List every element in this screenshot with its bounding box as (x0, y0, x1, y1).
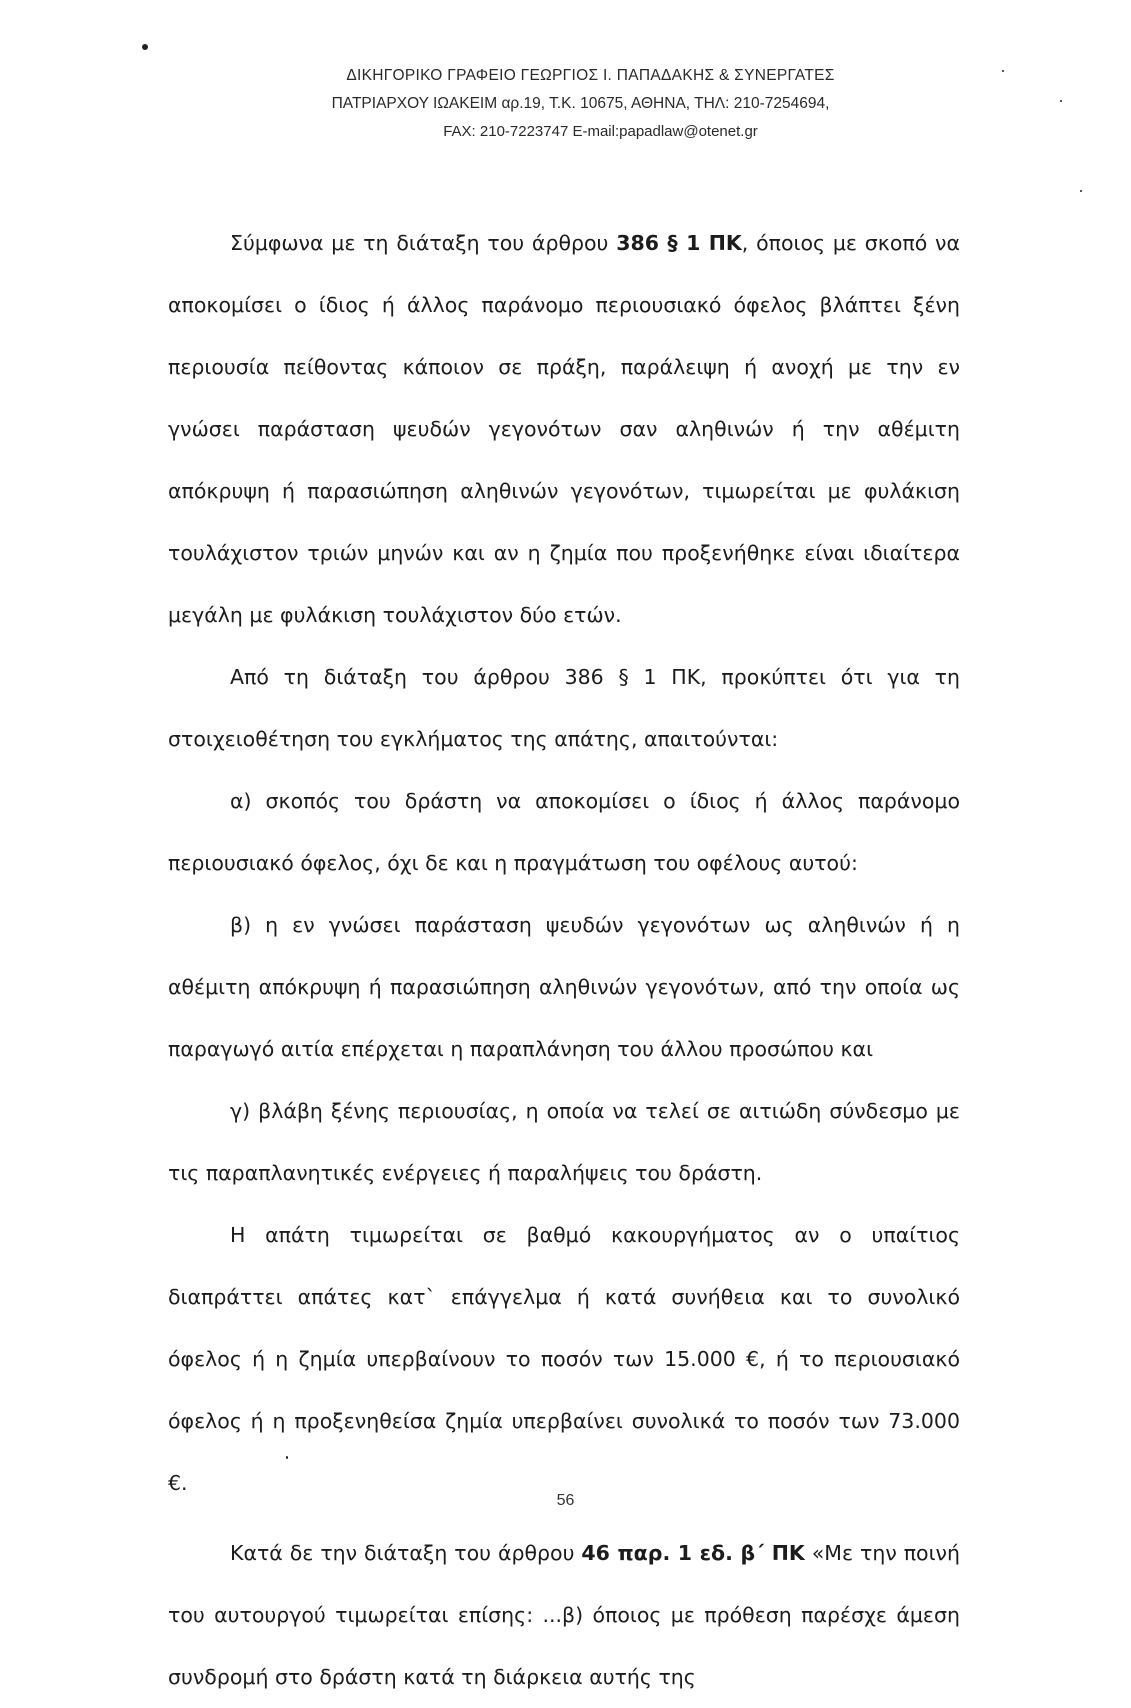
paragraph-felony: Η απάτη τιμωρείται σε βαθμό κακουργήματος αν ο υπαίτιος διαπράττει απάτες κατ` επάγγελμα ή κατά συνήθεια και το συνολικό όφελος ή η ζημία υπερβαίνουν το ποσόν των 15.000 €, ή το περιουσιακό όφελος ή η προξενηθείσα ζημία υπερβαίνει συνολικά το ποσόν των 73.000 €. (168, 1223, 960, 1495)
page-number: 56 (556, 1492, 575, 1509)
scan-speck (1060, 100, 1062, 102)
scan-speck (142, 44, 148, 50)
paragraph-article-386: Σύμφωνα με τη διάταξη του άρθρου 386 § 1 ΠΚ, όποιος με σκοπό να αποκομίσει ο ίδιος ή άλλος παράνομο περιουσιακό όφελος βλάπτει ξένη περιουσία πείθοντας κάποιον σε πράξη, παράλειψη ή ανοχή με την εν γνώσει παράσταση ψευδών γεγονότων σαν αληθινών ή την αθέμιτη απόκρυψη ή παρασιώπηση αληθινών γεγονότων, τιμωρείται με φυλάκιση τουλάχιστον τριών μηνών και αν η ζημία που προξενήθηκε είναι ιδιαίτερα μεγάλη με φυλάκιση τουλάχιστον δύο ετών. (168, 231, 960, 627)
scan-speck (286, 1456, 288, 1459)
requirement-a: α) σκοπός του δράστη να αποκομίσει ο ίδιος ή άλλος παράνομο περιουσιακό όφελος, όχι δε και η πραγμάτωση του οφέλους αυτού: (168, 789, 960, 875)
article-reference: 46 παρ. 1 εδ. β΄ ΠΚ (581, 1541, 805, 1565)
paragraph-article-46: Κατά δε την διάταξη του άρθρου 46 παρ. 1 εδ. β΄ ΠΚ «Με την ποινή του αυτουργού τιμωρείται επίσης: ...β) όποιος με πρόθεση παρέσχε άμεση συνδρομή στο δράστη κατά τη διάρκεια αυτής της (168, 1541, 960, 1689)
firm-name: ΔΙΚΗΓΟΡΙΚΟ ΓΡΑΦΕΙΟ ΓΕΩΡΓΙΟΣ Ι. ΠΑΠΑΔΑΚΗΣ & ΣΥΝΕΡΓΑΤΕΣ (346, 67, 835, 84)
paragraph-requirements: Από τη διάταξη του άρθρου 386 § 1 ΠΚ, προκύπτει ότι για τη στοιχειοθέτηση του εγκλήματος της απάτης, απαιτούνται: (168, 665, 960, 751)
firm-address: ΠΑΤΡΙΑΡΧΟΥ ΙΩΑΚΕΙΜ αρ.19, Τ.Κ. 10675, ΑΘΗΝΑ, ΤΗΛ: 210-7254694, (331, 95, 830, 112)
article-reference: 386 § 1 ΠΚ (616, 231, 742, 255)
requirement-c: γ) βλάβη ξένης περιουσίας, η οποία να τελεί σε αιτιώδη σύνδεσμο με τις παραπλανητικές ενέργειες ή παραλήψεις του δράστη. (168, 1099, 960, 1185)
scan-speck (1002, 70, 1004, 72)
document-body (168, 212, 960, 1708)
letterhead (0, 62, 1131, 146)
requirement-b: β) η εν γνώσει παράσταση ψευδών γεγονότων ως αληθινών ή η αθέμιτη απόκρυψη ή παρασιώπηση αληθινών γεγονότων, από την οποία ως παραγωγό αιτία επέρχεται η παραπλάνηση του άλλου προσώπου και (168, 913, 960, 1061)
scan-speck (1080, 190, 1082, 192)
firm-contact: FAX: 210-7223747 E-mail:papadlaw@otenet.gr (443, 123, 758, 140)
